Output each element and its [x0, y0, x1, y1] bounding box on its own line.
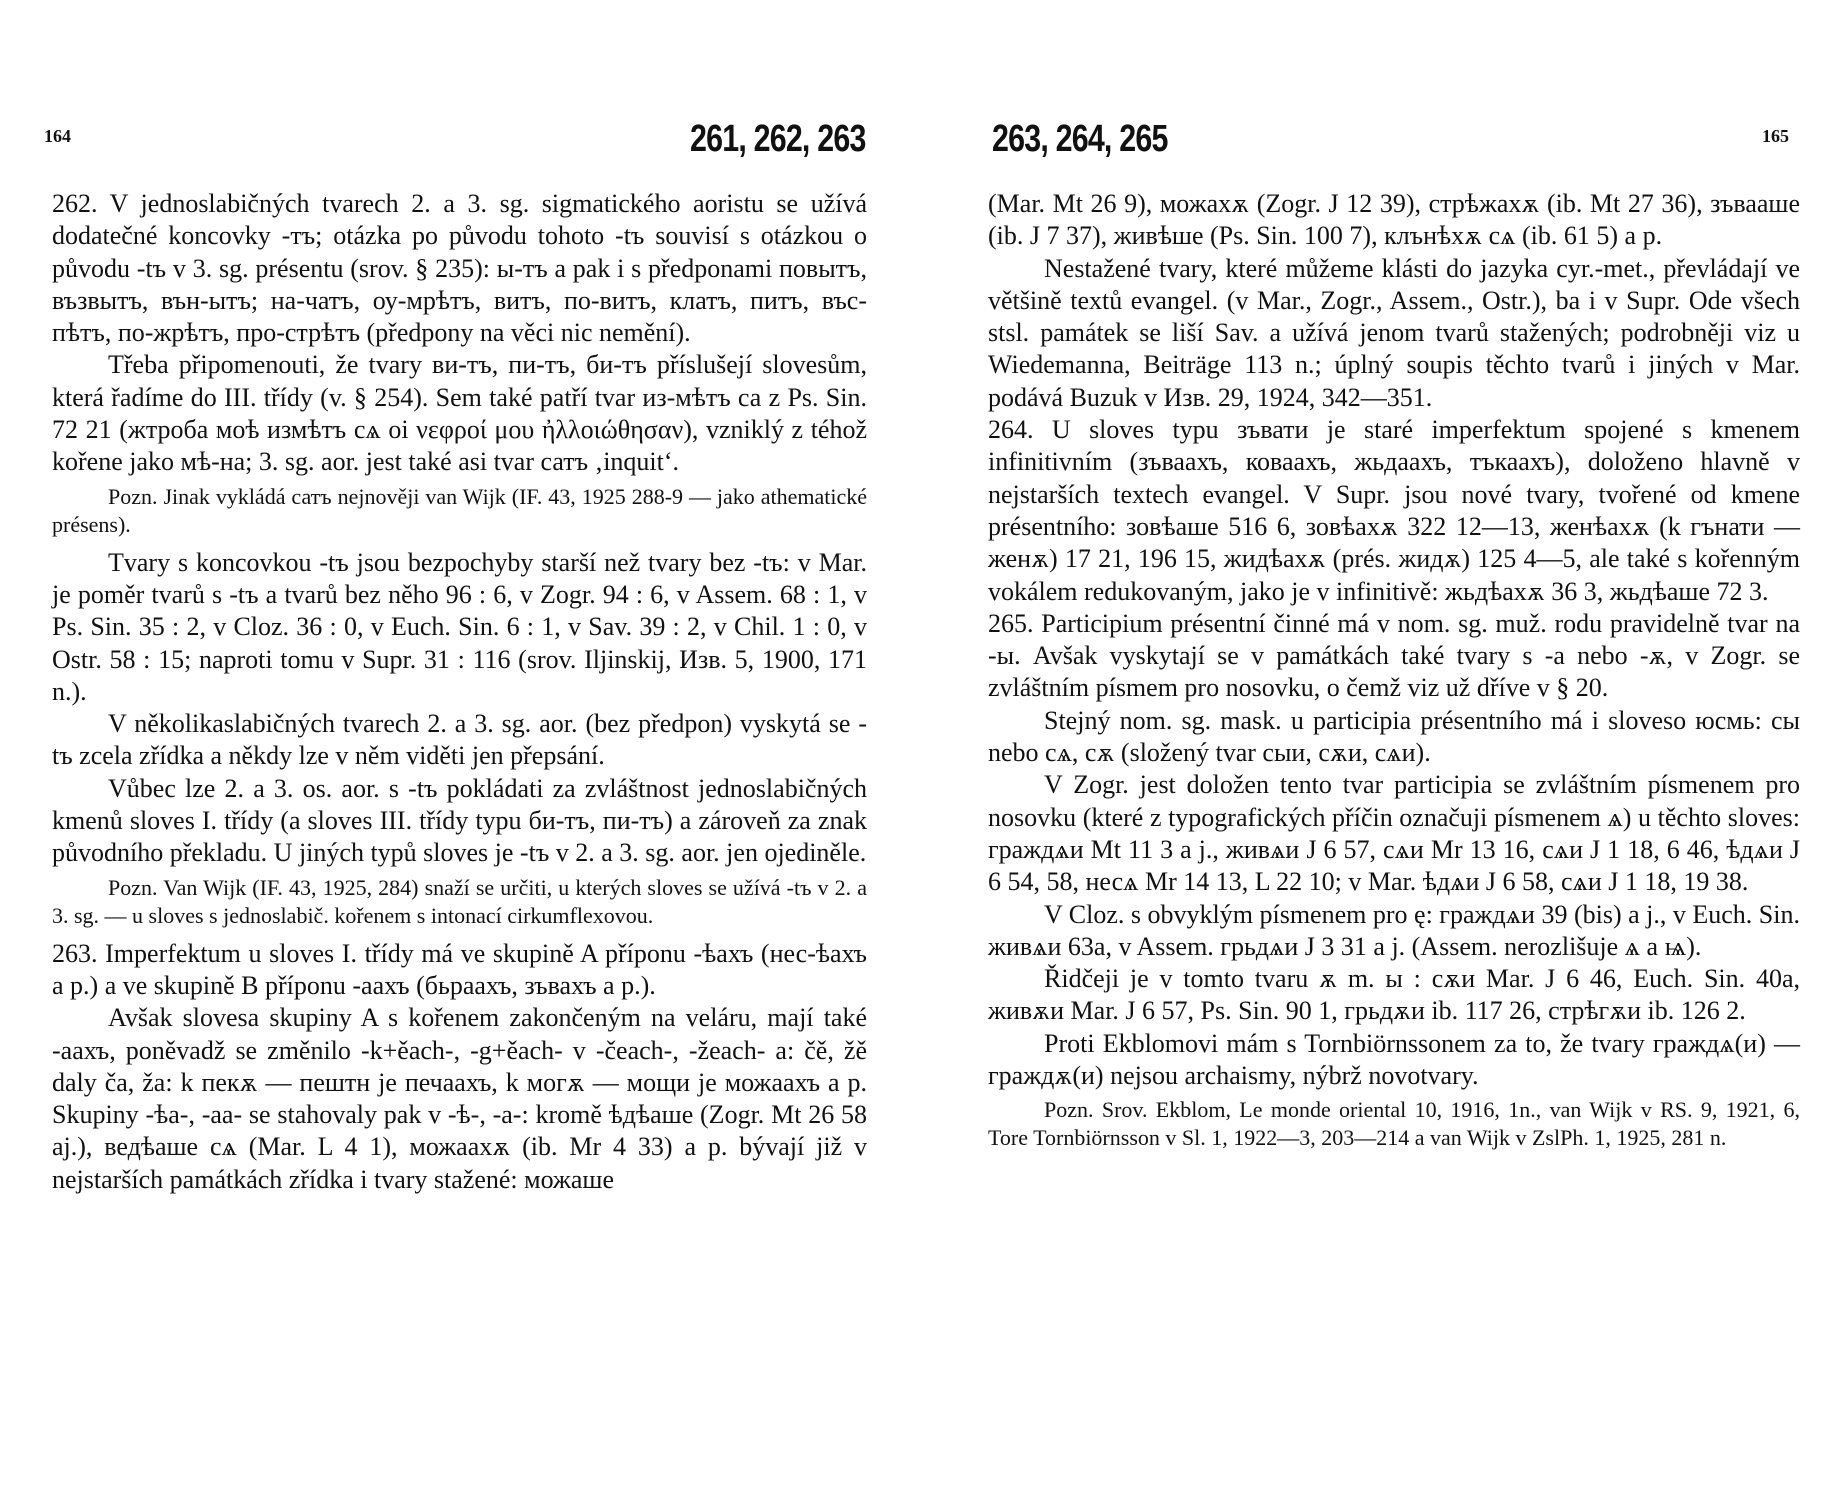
paragraph: V Cloz. s obvyklým písmenem pro ę: граждѧи 39 (bis) a j., v Euch. Sin. живѧи 63a, v Assem. грьдѧи J 3 31 a j. (Assem. nerozlišuje ѧ a ѩ).: [988, 899, 1800, 961]
page-number: 165: [1762, 126, 1789, 146]
footnote: Pozn. Srov. Ekblom, Le monde oriental 10, 1916, 1n., van Wijk v RS. 9, 1921, 6, Tore Tornbiörnsson v Sl. 1, 1922—3, 203—214 a van Wijk v ZslPh. 1, 1925, 281 n.: [988, 1097, 1800, 1151]
paragraph: Řidčeji je v tomto tvaru ѫ m. ы : сѫи Mar. J 6 46, Euch. Sin. 40a, живѫи Mar. J 6 57, Ps. Sin. 90 1, грьдѫи ib. 117 26, стрѣгѫи ib. 126 2.: [988, 964, 1800, 1026]
paragraph: 262. V jednoslabičných tvarech 2. a 3. sg. sigmatického aoristu se užívá dodatečné koncovky -тъ; otázka po původu tohoto -tъ souvisí s otázkou o původu -tъ v 3. sg. présentu (srov. § 235): ы-тъ a pak i s předponami повытъ, възвытъ, вън-ытъ; на-чатъ, оу-мрѣтъ, витъ, по-витъ, клатъ, питъ, въс-пѣтъ, по-жрѣтъ, про-стрѣтъ (předpony na věci nic nemění).: [52, 189, 867, 348]
paragraph: V Zogr. jest doložen tento tvar participia se zvláštním písmenem pro nosovku (které z typografických příčin označuji písmenem ѧ) u těchto sloves: граждѧи Mt 11 3 a j., живѧи J 6 57, сѧи Mr 13 16, сѧи J 1 18, 6 46, ѣдѧи J 6 54, 58, несѧ Mr 14 13, L 22 10; v Mar. ѣдѧи J 6 58, сѧи J 1 18, 19 38.: [988, 770, 1800, 897]
paragraph: Vůbec lze 2. a 3. os. aor. s -tъ pokládati za zvláštnost jednoslabičných kmenů sloves I. třídy (a sloves III. třídy typu би-тъ, пи-тъ) a zároveň za znak původního překladu. U jiných typů sloves je -tъ v 2. a 3. sg. aor. jen ojediněle.: [52, 773, 867, 868]
section-header: 263, 264, 265: [992, 118, 1168, 160]
paragraph: 265. Participium présentní činné má v nom. sg. muž. rodu pravidelně tvar na -ы. Avšak vyskytají se v památkách také tvary s -а nebo -ѫ, v Zogr. se zvláštním písmem pro nosovku, o čemž viz už dříve v § 20.: [988, 608, 1800, 703]
section-header: 261, 262, 263: [690, 118, 866, 160]
paragraph: 263. Imperfektum u sloves I. třídy má ve skupině A příponu -ѣахъ (нес-ѣахъ a p.) a ve skupině B příponu -аахъ (бьраахъ, зъвахъ a p.).: [52, 938, 867, 1000]
paragraph: Proti Ekblomovi mám s Tornbiörnssonem za to, že tvary граждѧ(и) — граждѫ(и) nejsou archaismy, nýbrž novotvary.: [988, 1028, 1800, 1091]
text-column: [52, 188, 867, 1196]
paragraph: (Mar. Mt 26 9), можахѫ (Zogr. J 12 39), стрѣжахѫ (ib. Mt 27 36), зъвааше (ib. J 7 37), живѣше (Ps. Sin. 100 7), клънѣхѫ сѧ (ib. 61 5) a p.: [988, 189, 1800, 251]
text-column-right: [988, 188, 1800, 1160]
paragraph: Nestažené tvary, které můžeme klásti do jazyka cyr.-met., převládají ve většině textů evangel. (v Mar., Zogr., Assem., Ostr.), ba i v Supr. Ode všech stsl. památek se liší Sav. a užívá jenom tvarů stažených; podrobněji viz u Wiedemanna, Beiträge 113 n.; úplný soupis těchto tvarů i jiných v Mar. podává Buzuk v Изв. 29, 1924, 342—351.: [988, 253, 1800, 412]
footnote: Pozn. Van Wijk (IF. 43, 1925, 284) snaží se určiti, u kterých sloves se užívá -tъ v 2. a 3. sg. — u sloves s jednoslabič. kořenem s intonací cirkumflexovou.: [52, 874, 867, 928]
footnote: Pozn. Jinak vykládá сатъ nejnověji van Wijk (IF. 43, 1925 288-9 — jako athematické présens).: [52, 483, 867, 537]
paragraph: Tvary s koncovkou -tъ jsou bezpochyby starší než tvary bez -tъ: v Mar. je poměr tvarů s -tъ a tvarů bez něho 96 : 6, v Zogr. 94 : 6, v Assem. 68 : 1, v Ps. Sin. 35 : 2, v Cloz. 36 : 0, v Euch. Sin. 6 : 1, v Sav. 39 : 2, v Chil. 1 : 0, v Ostr. 58 : 15; naproti tomu v Supr. 31 : 116 (srov. Iljinskij, Изв. 5, 1900, 171 n.).: [52, 547, 867, 706]
paragraph: Třeba připomenouti, že tvary ви-тъ, пи-тъ, би-тъ příslušejí slovesům, která řadíme do III. třídy (v. § 254). Sem také patří tvar из-мѣтъ са z Ps. Sin. 72 21 (жтроба моѣ измѣтъ сѧ oi νεφροί μου ἠλλοιώθησαν), vzniklý z téhož kořene jako мѣ-на; 3. sg. aor. jest také asi tvar сатъ ‚inquit‘.: [52, 350, 867, 477]
paragraph: Avšak slovesa skupiny A s kořenem zakončeným na veláru, mají také -аахъ, poněvadž se změnilo -k+ěach-, -g+ěach- v -čeach-, -žeach- a: čě, žě daly ča, ža: k пекѫ — пештн je печаахъ, k могѫ — мощи je можаахъ a p. Skupiny -ѣа-, -аа- se stahovaly pak v -ѣ-, -а-: kromě ѣдѣаше (Zogr. Mt 26 58 aj.), ведѣаше сѧ (Mar. L 4 1), можаахѫ (ib. Mr 4 33) a p. bývají již v nejstarších památkách zřídka i tvary stažené: можаше: [52, 1003, 867, 1194]
paragraph: Stejný nom. sg. mask. u participia présentního má i sloveso юсмь: сы nebo сѧ, сѫ (složený tvar сыи, сѫи, сѧи).: [988, 705, 1800, 768]
paragraph: V několikaslabičných tvarech 2. a 3. sg. aor. (bez předpon) vyskytá se -tъ zcela zřídka a někdy lze v něm viděti jen přepsání.: [52, 709, 867, 771]
paragraph: 264. U sloves typu зъвати je staré imperfektum spojené s kmenem infinitivním (зъваахъ, коваахъ, жьдаахъ, тъкаахъ), doloženo hlavně v nejstarších textech evangel. V Supr. jsou nové tvary, tvořené od kmene présentního: зовѣаше 516 6, зовѣахѫ 322 12—13, женѣахѫ (k гънати — женѫ) 17 21, 196 15, жидѣахѫ (prés. жидѫ) 125 4—5, ale také s kořenným vokálem redukovaným, jako je v infinitivě: жьдѣахѫ 36 3, жьдѣаше 72 3.: [988, 415, 1800, 606]
page-number: 164: [44, 126, 71, 146]
